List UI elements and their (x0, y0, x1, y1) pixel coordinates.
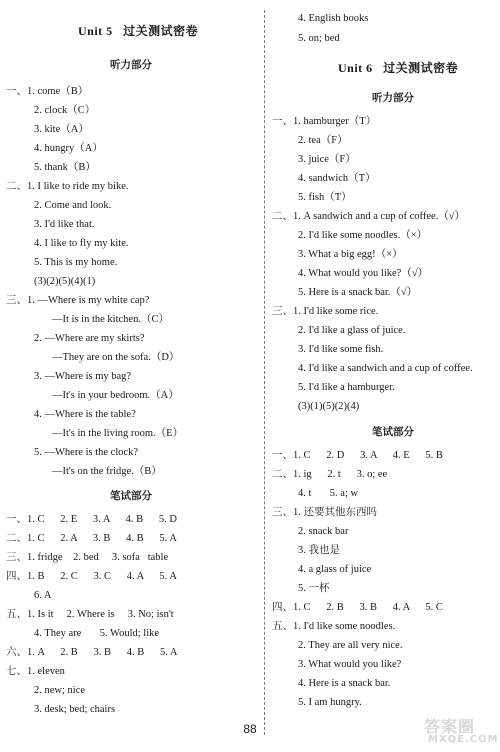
list-item: 三、1. fridge 2. bed 3. sofa table (6, 552, 169, 563)
page-number: 88 (243, 722, 257, 736)
list-item: 六、1. A 2. B 3. B 4. B 5. A (6, 647, 178, 658)
list-item: 3. I'd like some fish. (298, 344, 384, 355)
list-item: 3. juice（F） (298, 154, 356, 165)
list-item: 4. Here is a snack bar. (298, 678, 391, 689)
list-item: 二、1. A sandwich and a cup of coffee.（√） (272, 211, 466, 222)
watermark-text-top: 答案圈 (424, 717, 476, 736)
list-item: (3)(1)(5)(2)(4) (298, 401, 360, 412)
list-item: 一、1. hamburger（T） (272, 116, 377, 127)
list-item: 5. fish（T） (298, 192, 352, 203)
list-item: 四、1. B 2. C 3. C 4. A 5. A (6, 571, 177, 582)
list-item: 5. thank（B） (34, 162, 96, 173)
list-item: —It is in the kitchen.（C） (52, 314, 169, 325)
list-item: (3)(2)(5)(4)(1) (34, 276, 96, 287)
list-item: 5. —Where is the clock? (34, 447, 139, 458)
list-item: —They are on the sofa.（D） (52, 352, 180, 363)
list-item: 3. desk; bed; chairs (34, 704, 116, 715)
list-item: 二、1. C 2. A 3. B 4. B 5. A (6, 533, 177, 544)
list-item: 2. I'd like a glass of juice. (298, 325, 406, 336)
list-item: 4. They are 5. Would; like (34, 628, 160, 639)
list-item: 2. They are all very nice. (298, 640, 403, 651)
list-item: 3. What would you like? (298, 659, 402, 670)
list-item: 七、1. eleven (6, 666, 65, 677)
list-item: 三、1. I'd like some rice. (272, 306, 379, 317)
list-item: 4. a glass of juice (298, 564, 372, 575)
list-item: 4. —Where is the table? (34, 409, 136, 420)
list-item: 3. What a big egg!（×） (298, 249, 403, 260)
list-item: 4. sandwich（T） (298, 173, 376, 184)
list-item: 一、1. C 2. D 3. A 4. E 5. B (272, 450, 443, 461)
list-item: 一、1. come（B） (6, 86, 89, 97)
list-item: 4. English books (298, 13, 369, 24)
list-item: 3. I'd like that. (34, 219, 95, 230)
unit6-written-header: 笔试部分 (372, 427, 414, 438)
list-item: 4. What would you like?（√） (298, 268, 429, 279)
list-item: —It's in the living room.（E） (52, 428, 184, 439)
list-item: 2. tea（F） (298, 135, 348, 146)
list-item: 2. —Where are my skirts? (34, 333, 145, 344)
list-item: 四、1. C 2. B 3. B 4. A 5. C (272, 602, 443, 613)
unit5-listening-header: 听力部分 (110, 60, 152, 71)
list-item: 5. 一杯 (298, 583, 330, 594)
list-item: 5. I am hungry. (298, 697, 362, 708)
list-item: 五、1. I'd like some noodles. (272, 621, 396, 632)
watermark-logo (420, 714, 499, 748)
list-item: 2. new; nice (34, 685, 86, 696)
list-item: 3. kite（A） (34, 124, 89, 135)
list-item: 5. on; bed (298, 33, 340, 44)
list-item: 3. —Where is my bag? (34, 371, 132, 382)
list-item: 2. Come and look. (34, 200, 112, 211)
list-item: 三、1. 还要其他东西吗 (272, 507, 377, 518)
unit6-listening-header: 听力部分 (372, 93, 414, 104)
unit6-title: Unit 6 过关测试密卷 (338, 61, 459, 75)
list-item: 2. snack bar (298, 526, 349, 537)
unit5-title: Unit 5 过关测试密卷 (78, 24, 199, 38)
column-divider (264, 10, 265, 735)
list-item: 3. 我也是 (298, 545, 340, 556)
list-item: 二、1. I like to ride my bike. (6, 181, 129, 192)
list-item: 5. Here is a snack bar.（√） (298, 287, 418, 298)
list-item: 2. clock（C） (34, 105, 96, 116)
list-item: 4. I'd like a sandwich and a cup of coffee. (298, 363, 473, 374)
list-item: —It's on the fridge.（B） (52, 466, 162, 477)
list-item: 5. I'd like a hamburger. (298, 382, 395, 393)
list-item: 二、1. ig 2. t 3. o; ee (272, 469, 388, 480)
list-item: 2. I'd like some noodles.（×） (298, 230, 428, 241)
list-item: 一、1. C 2. E 3. A 4. B 5. D (6, 514, 177, 525)
list-item: 4. t 5. a; w (298, 488, 359, 499)
list-item: 三、1. —Where is my white cap? (6, 295, 150, 306)
list-item: 五、1. Is it 2. Where is 3. No; isn't (6, 609, 174, 620)
list-item: 4. I like to fly my kite. (34, 238, 129, 249)
unit5-written-header: 笔试部分 (110, 491, 152, 502)
list-item: 5. This is my home. (34, 257, 118, 268)
list-item: —It's in your bedroom.（A） (52, 390, 179, 401)
list-item: 6. A (34, 590, 52, 601)
list-item: 4. hungry（A） (34, 143, 103, 154)
watermark-text-bottom: MXQE.COM (428, 734, 499, 745)
